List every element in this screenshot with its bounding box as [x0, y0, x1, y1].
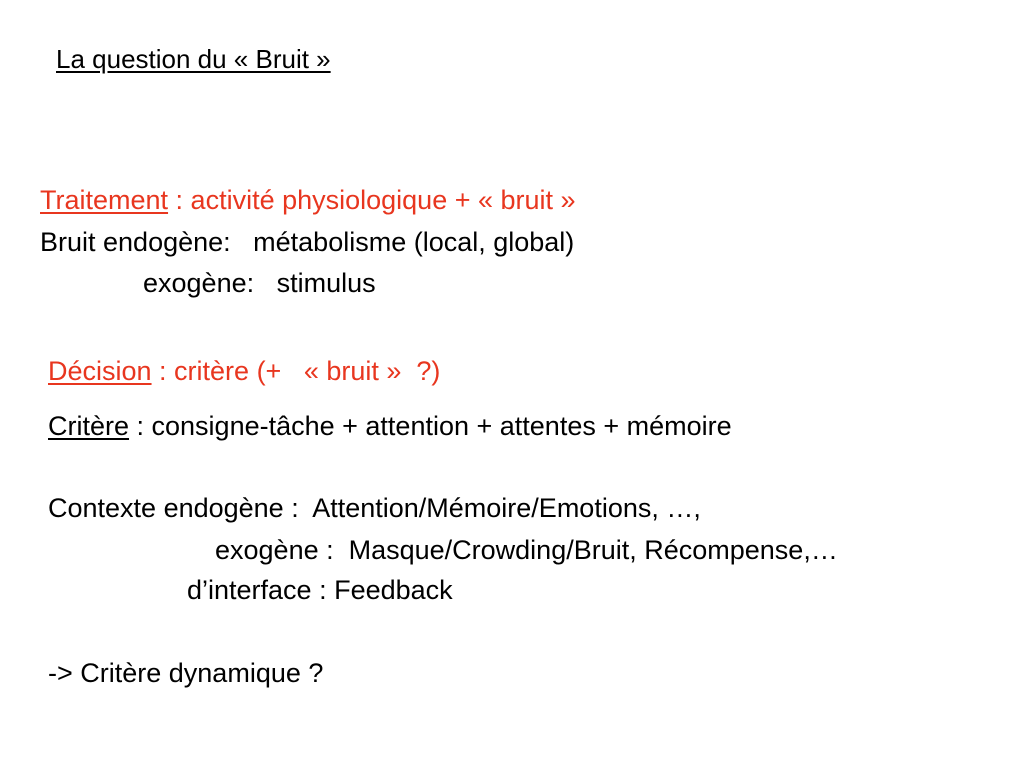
- traitement-definition: : activité physiologique + « bruit »: [168, 185, 576, 215]
- contexte-interface-line: d’interface : Feedback: [187, 575, 453, 605]
- conclusion-line: -> Critère dynamique ?: [48, 658, 324, 688]
- bruit-exogene-line: exogène: stimulus: [143, 268, 376, 298]
- critere-definition: : consigne-tâche + attention + attentes + mémoire: [129, 411, 732, 441]
- decision-term: Décision: [48, 356, 152, 386]
- contexte-exogene-line: exogène : Masque/Crowding/Bruit, Récompense,…: [215, 535, 838, 565]
- traitement-term: Traitement: [40, 185, 169, 215]
- critere-term: Critère: [48, 411, 130, 441]
- decision-definition: : critère (+ « bruit » ?): [151, 356, 441, 386]
- traitement-line: [40, 187, 576, 214]
- bruit-endogene-line: Bruit endogène: métabolisme (local, global): [40, 227, 575, 257]
- contexte-endogene-line: Contexte endogène : Attention/Mémoire/Emotions, …,: [48, 493, 701, 523]
- decision-line: [48, 358, 440, 385]
- critere-line: [48, 413, 732, 440]
- slide-title: La question du « Bruit »: [56, 44, 331, 74]
